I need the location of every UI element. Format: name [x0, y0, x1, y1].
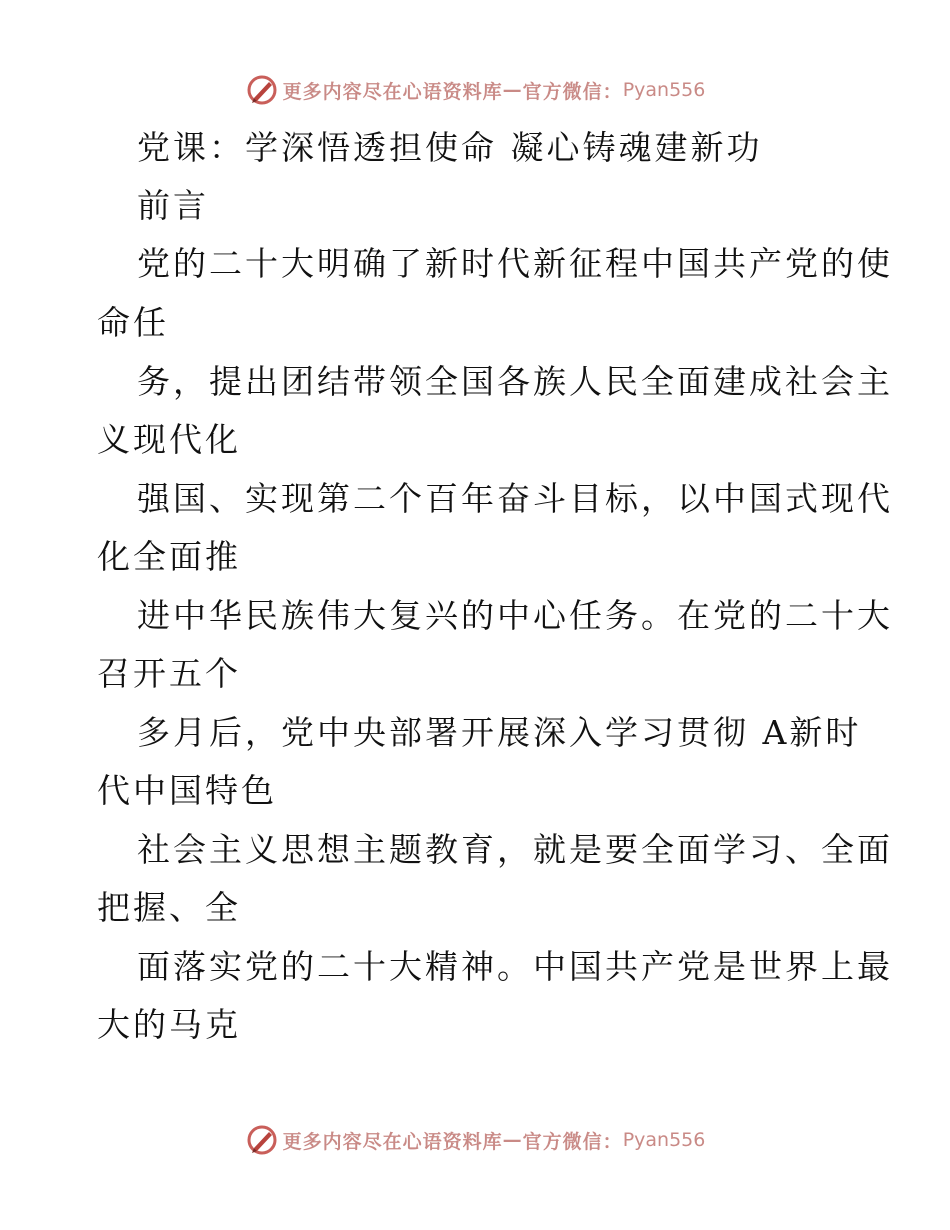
banner-wechat-id: Pyan556: [622, 1129, 706, 1151]
paragraph-line: 面落实党的二十大精神。中国共产党是世界上最: [137, 947, 893, 986]
paragraph-line: 进中华民族伟大复兴的中心任务。在党的二十大: [137, 596, 893, 635]
paragraph-line: 多月后，党中央部署开展深入学习贯彻 A新时: [137, 713, 862, 752]
paragraph-line: 把握、全: [97, 888, 241, 927]
banner-main-text: 更多内容尽在心语资料库: [282, 80, 503, 103]
header-banner: [0, 70, 950, 110]
banner-wechat-id: Pyan556: [622, 79, 706, 101]
paragraph-line: 党的二十大明确了新时代新征程中国共产党的使: [137, 244, 893, 283]
paragraph-line: 化全面推: [97, 537, 241, 576]
paragraph-line: 强国、实现第二个百年奋斗目标，以中国式现代: [137, 479, 893, 518]
banner-main-text: 更多内容尽在心语资料库: [282, 1130, 503, 1153]
document-title: 党课：学深悟透担使命 凝心铸魂建新功: [137, 128, 763, 167]
paragraph-line: 大的马克: [97, 1005, 241, 1044]
section-heading: 前言: [137, 186, 209, 225]
banner-wechat-label: 官方微信：: [522, 80, 623, 103]
pen-logo-icon: [245, 73, 279, 107]
paragraph-line: 代中国特色: [97, 771, 277, 810]
paragraph-line: 社会主义思想主题教育，就是要全面学习、全面: [137, 830, 893, 869]
footer-banner: [0, 1120, 950, 1160]
banner-dash: —: [502, 1129, 523, 1151]
banner-wechat-label: 官方微信：: [522, 1130, 623, 1153]
paragraph-line: 命任: [97, 303, 169, 342]
paragraph-line: 务，提出团结带领全国各族人民全面建成社会主: [137, 362, 893, 401]
pen-logo-icon: [245, 1123, 279, 1157]
paragraph-line: 召开五个: [97, 654, 241, 693]
banner-dash: —: [502, 79, 523, 101]
paragraph-line: 义现代化: [97, 420, 241, 459]
